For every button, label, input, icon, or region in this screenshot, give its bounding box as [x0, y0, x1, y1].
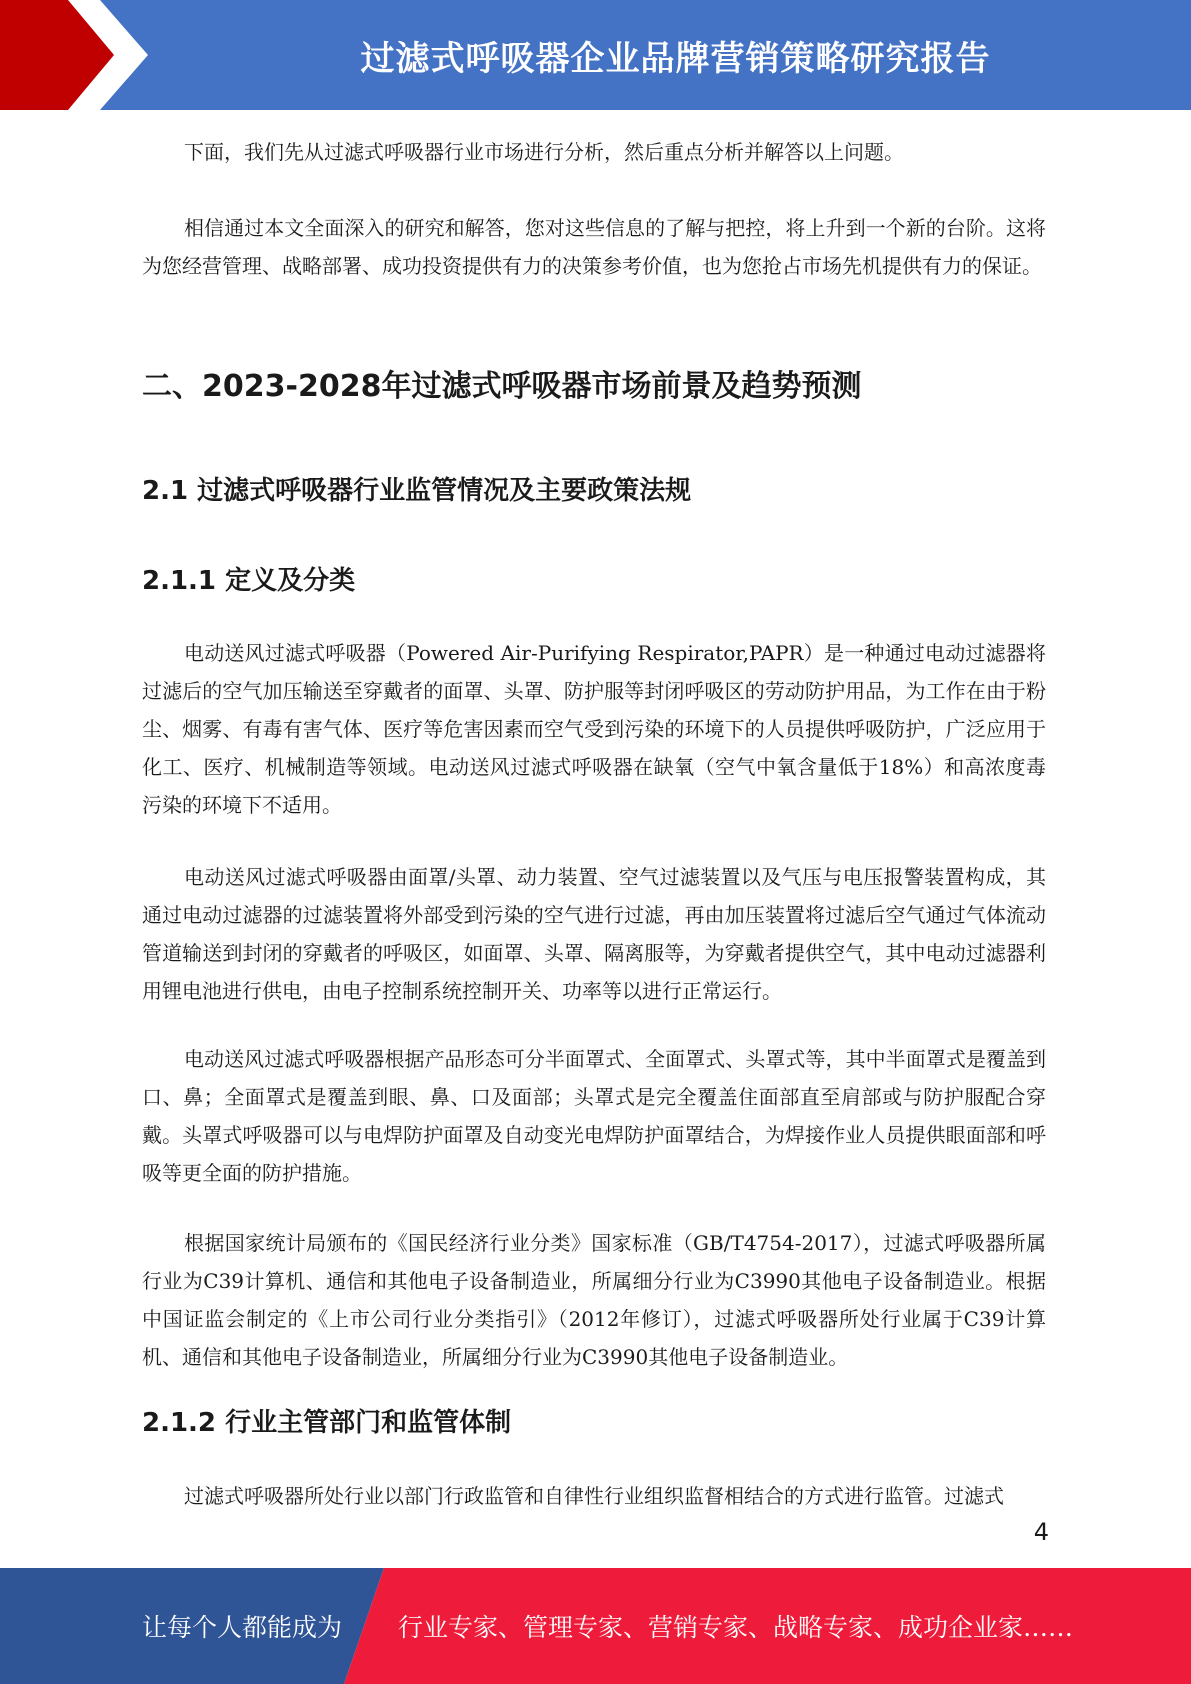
paragraph-papr-definition: 电动送风过滤式呼吸器（Powered Air-Purifying Respirator,PAPR）是一种通过电动过滤器将过滤后的空气加压输送至穿戴者的面罩、头罩、防护服等封闭呼吸区的劳动防护用品，为工作在由于粉尘、烟雾、有毒有害气体、医疗等危害因素而空气受到污染的环境下的人员提供呼吸防护，广泛应用于化工、医疗、机械制造等领域。电动送风过滤式呼吸器在缺氧（空气中氧含量低于18%）和高浓度毒污染的环境下不适用。: [142, 641, 1046, 817]
page-header: [0, 0, 1191, 110]
paragraph-regulation: 过滤式呼吸器所处行业以部门行政监管和自律性行业组织监督相结合的方式进行监管。过滤式: [184, 1484, 1004, 1508]
page-footer: [0, 1568, 1191, 1684]
section-heading: 二、2023-2028年过滤式呼吸器市场前景及趋势预测: [142, 369, 862, 404]
subsubsection-heading-regulation: 2.1.2 行业主管部门和监管体制: [142, 1408, 512, 1438]
paragraph-industry-classification: 根据国家统计局颁布的《国民经济行业分类》国家标准（GB/T4754-2017），过滤式呼吸器所属行业为C39计算机、通信和其他电子设备制造业，所属细分行业为C3990其他电子设备制造业。根据中国证监会制定的《上市公司行业分类指引》（2012年修订），过滤式呼吸器所处行业属于C39计算机、通信和其他电子设备制造业，所属细分行业为C3990其他电子设备制造业。: [142, 1231, 1046, 1369]
subsubsection-heading-definition: 2.1.1 定义及分类: [142, 566, 356, 596]
footer-slogan-left: 让每个人都能成为: [142, 1613, 343, 1642]
header-chevron-graphic: [0, 0, 160, 110]
page-number: 4: [1033, 1518, 1049, 1546]
paragraph-papr-types: 电动送风过滤式呼吸器根据产品形态可分半面罩式、全面罩式、头罩式等，其中半面罩式是覆盖到口、鼻；全面罩式是覆盖到眼、鼻、口及面部；头罩式是完全覆盖住面部直至肩部或与防护服配合穿戴。头罩式呼吸器可以与电焊防护面罩及自动变光电焊防护面罩结合，为焊接作业人员提供眼面部和呼吸等更全面的防护措施。: [142, 1047, 1046, 1185]
paragraph-intro: 下面，我们先从过滤式呼吸器行业市场进行分析，然后重点分析并解答以上问题。: [184, 140, 904, 164]
report-title: 过滤式呼吸器企业品牌营销策略研究报告: [360, 38, 991, 79]
footer-slogan-right: 行业专家、管理专家、营销专家、战略专家、成功企业家……: [398, 1613, 1074, 1642]
paragraph-value: 相信通过本文全面深入的研究和解答，您对这些信息的了解与把控，将上升到一个新的台阶。这将为您经营管理、战略部署、成功投资提供有力的决策参考价值，也为您抢占市场先机提供有力的保证。: [142, 216, 1046, 278]
paragraph-papr-structure: 电动送风过滤式呼吸器由面罩/头罩、动力装置、空气过滤装置以及气压与电压报警装置构成，其通过电动过滤器的过滤装置将外部受到污染的空气进行过滤，再由加压装置将过滤后空气通过气体流动管道输送到封闭的穿戴者的呼吸区，如面罩、头罩、隔离服等，为穿戴者提供空气，其中电动过滤器利用锂电池进行供电，由电子控制系统控制开关、功率等以进行正常运行。: [142, 865, 1046, 1003]
subsection-heading: 2.1 过滤式呼吸器行业监管情况及主要政策法规: [142, 476, 692, 506]
